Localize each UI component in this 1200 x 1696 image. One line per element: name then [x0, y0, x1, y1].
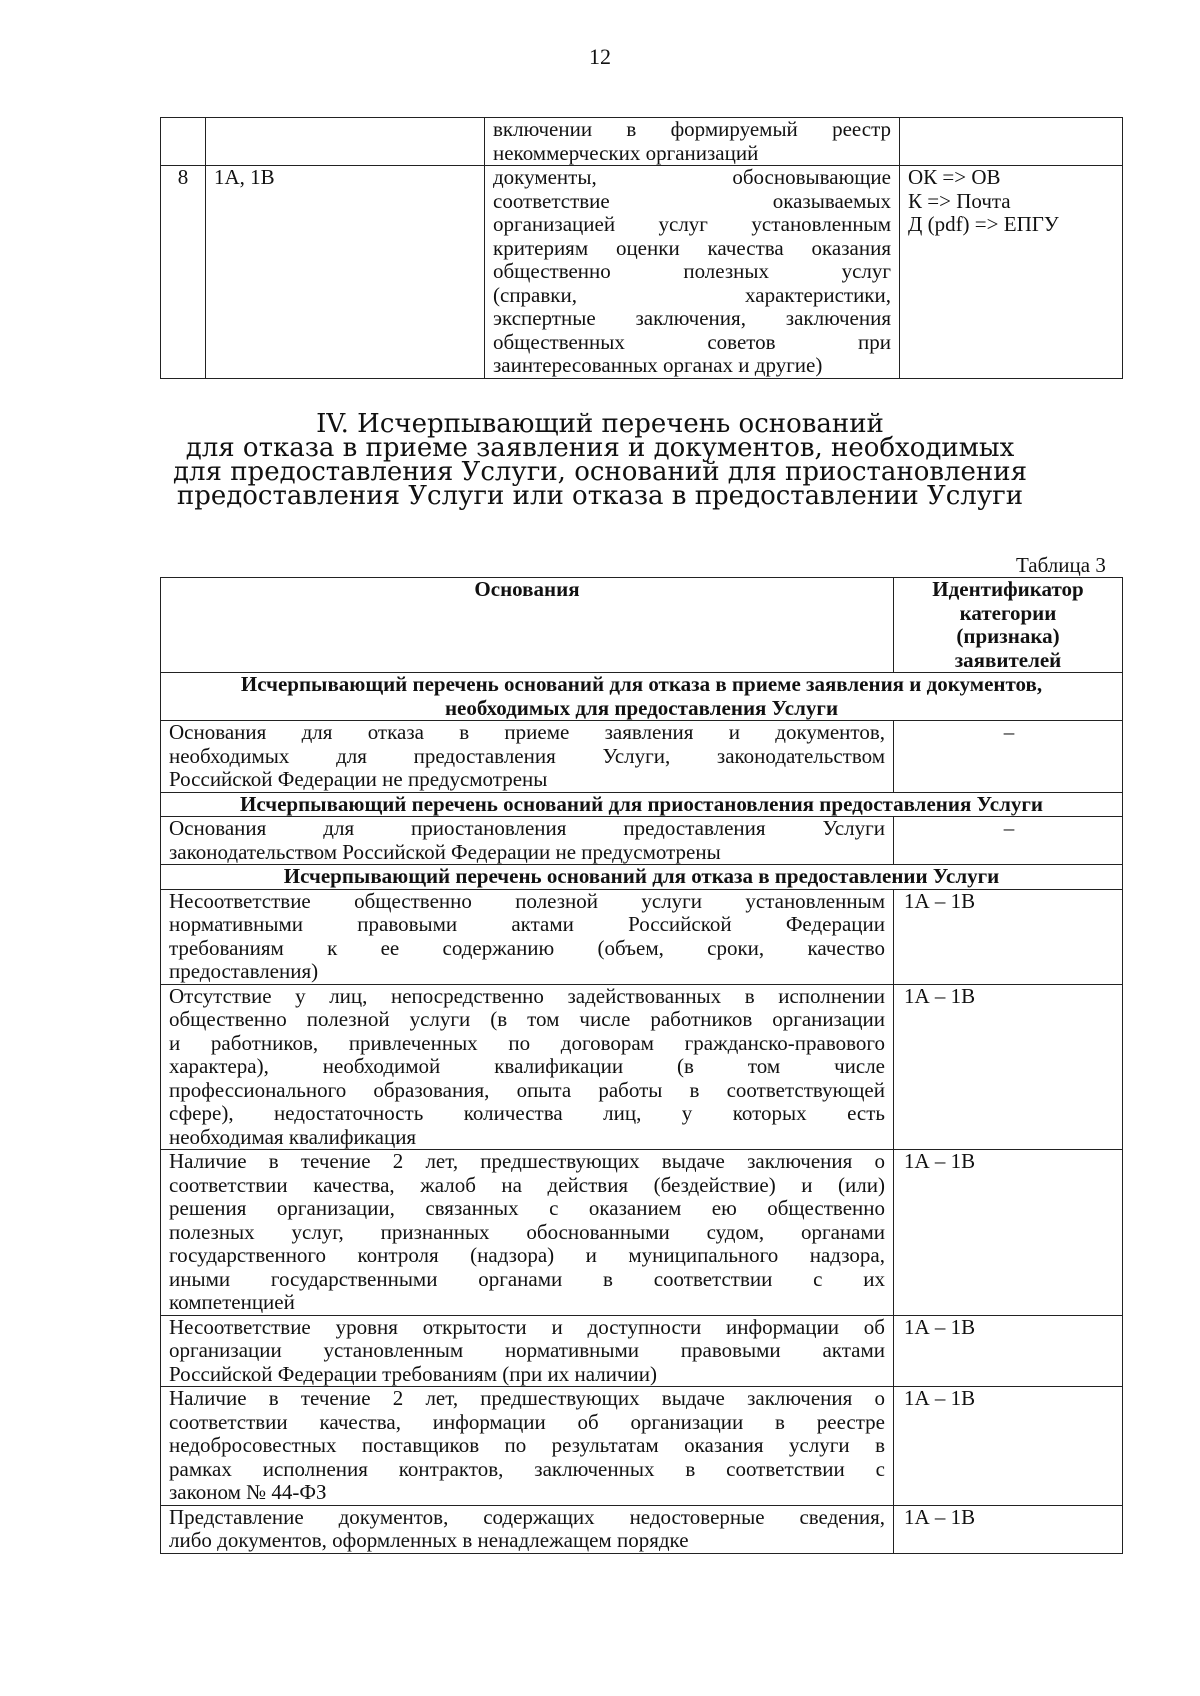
text-line: Наличие в течение 2 лет, предшествующих выдаче заключения о [169, 1386, 885, 1410]
text-line: включении в формируемый реестр [493, 117, 891, 141]
table-caption: Таблица 3 [1016, 553, 1106, 577]
text-line: соответствии качества, информации об организации в реестре [169, 1409, 885, 1434]
text-line: Основания для отказа в приеме заявления и документов, [169, 720, 885, 744]
category-cell: 1А, 1В [206, 166, 485, 379]
group-row [161, 673, 1123, 721]
identifier-cell: 1А – 1В [894, 1150, 1123, 1316]
reason-cell [161, 984, 894, 1150]
table-row [161, 166, 1123, 379]
identifier-cell: – [894, 817, 1123, 865]
identifier-cell: 1А – 1В [894, 1315, 1123, 1387]
text-line: Наличие в течение 2 лет, предшествующих выдаче заключения о [169, 1149, 885, 1173]
group-heading-refusal-service: Исчерпывающий перечень оснований для отказа в предоставлении Услуги [161, 865, 1123, 890]
method-cell [900, 166, 1123, 379]
group-line: Исчерпывающий перечень оснований для отказа в приеме заявления и документов, [240, 672, 1043, 696]
identifier-cell: 1А – 1В [894, 889, 1123, 984]
text-line: рамках исполнения контрактов, заключенных в соответствии с [169, 1456, 885, 1481]
reason-cell [161, 889, 894, 984]
identifier-cell: 1А – 1В [894, 984, 1123, 1150]
text-line: государственного контроля (надзора) и муниципального надзора, [169, 1243, 885, 1267]
group-heading-refusal-acceptance [161, 673, 1123, 721]
group-row [161, 792, 1123, 817]
header-identifier [894, 578, 1123, 673]
table-row [161, 817, 1123, 865]
group-heading-suspension: Исчерпывающий перечень оснований для приостановления предоставления Услуги [161, 792, 1123, 817]
text-line: Российской Федерации не предусмотрены [169, 767, 548, 791]
text-line: экспертные заключения, заключения [493, 306, 891, 330]
text-line: либо документов, оформленных в ненадлежащем порядке [169, 1528, 689, 1552]
text-line: (справки, характеристики, [493, 282, 891, 307]
text-line: предоставления) [169, 959, 319, 983]
identifier-cell: 1А – 1В [894, 1505, 1123, 1553]
table-row [161, 1150, 1123, 1316]
text-line: решения организации, связанных с оказанием ею общественно [169, 1196, 885, 1220]
text-line: К => Почта [908, 188, 1011, 213]
text-line: документы, обосновывающие [493, 165, 891, 189]
reason-cell [161, 1315, 894, 1387]
grounds-table [160, 577, 1123, 1554]
reason-cell [161, 1505, 894, 1553]
text-line: Основания для приостановления предоставления Услуги [169, 816, 885, 840]
text-line: Д (pdf) => ЕПГУ [908, 212, 1059, 236]
reason-cell [161, 721, 894, 793]
text-line: организации установленным нормативными правовыми актами [169, 1338, 885, 1362]
text-line: общественно полезной услуги (в том числе работников организации [169, 1007, 885, 1031]
text-line: профессионального образования, опыта работы в соответствующей [169, 1077, 885, 1102]
text-line: сфере), недостаточность количества лиц, у которых есть [169, 1101, 885, 1125]
text-line: необходимых для предоставления Услуги, законодательством [169, 743, 885, 768]
text-line: некоммерческих организаций [493, 140, 759, 165]
section-heading [0, 409, 1200, 511]
text-line: компетенцией [169, 1290, 295, 1314]
method-cell [900, 118, 1123, 166]
identifier-cell: 1А – 1В [894, 1387, 1123, 1506]
text-line: соответствии качества, жалоб на действия (бездействие) и (или) [169, 1172, 885, 1197]
header-line: Идентификатор [932, 577, 1084, 601]
text-line: организацией услуг установленным [493, 212, 891, 236]
reason-cell [161, 1387, 894, 1506]
category-cell [206, 118, 485, 166]
heading-line: предоставления Услуги или отказа в предоставлении Услуги [176, 481, 1024, 511]
document-cell [485, 118, 900, 166]
header-line: категории [959, 600, 1057, 625]
text-line: иными государственными органами в соответствии с их [169, 1266, 885, 1291]
documents-table-continuation [160, 117, 1123, 379]
group-row [161, 865, 1123, 890]
row-number-cell [161, 118, 206, 166]
text-line: нормативными правовыми актами Российской Федерации [169, 912, 885, 936]
text-line: соответствие оказываемых [493, 188, 891, 213]
group-line: необходимых для предоставления Услуги [444, 695, 839, 720]
text-line: общественных советов при [493, 329, 891, 354]
text-line: законодательством Российской Федерации не предусмотрены [169, 839, 721, 864]
text-line: Представление документов, содержащих недостоверные сведения, [169, 1504, 885, 1529]
table-row [161, 1315, 1123, 1387]
text-line: Российской Федерации требованиям (при их наличии) [169, 1361, 657, 1386]
document-cell [485, 166, 900, 379]
reason-cell [161, 817, 894, 865]
text-line: критериям оценки качества оказания [493, 235, 891, 260]
table-row [161, 984, 1123, 1150]
table-row [161, 889, 1123, 984]
header-grounds: Основания [161, 578, 894, 673]
text-line: требованиям к ее содержанию (объем, сроки, качество [169, 935, 885, 960]
table-row [161, 1505, 1123, 1553]
header-line: заявителей [954, 647, 1062, 672]
table-row [161, 1387, 1123, 1506]
header-line: (признака) [956, 624, 1060, 648]
identifier-cell: – [894, 721, 1123, 793]
text-line: ОК => ОВ [908, 165, 1001, 189]
text-line: полезных услуг, признанных обоснованными судом, органами [169, 1219, 885, 1244]
text-line: законом № 44-ФЗ [169, 1480, 327, 1504]
text-line: необходимая квалификация [169, 1124, 417, 1149]
row-number-cell: 8 [161, 166, 206, 379]
text-line: Несоответствие общественно полезной услуги установленным [169, 888, 885, 913]
reason-cell [161, 1150, 894, 1316]
heading-line: IV. Исчерпывающий перечень оснований [316, 409, 884, 439]
text-line: характера), необходимой квалификации (в том числе [169, 1054, 885, 1078]
table-row [161, 721, 1123, 793]
page-number: 12 [589, 44, 611, 69]
text-line: и работников, привлеченных по договорам гражданско-правового [169, 1030, 885, 1055]
heading-line: для отказа в приеме заявления и документов, необходимых [185, 433, 1015, 463]
text-line: недобросовестных поставщиков по результатам оказания услуги в [169, 1433, 885, 1457]
text-line: общественно полезных услуг [493, 259, 891, 283]
table-row [161, 118, 1123, 166]
text-line: Отсутствие у лиц, непосредственно задействованных в исполнении [169, 983, 885, 1008]
text-line: заинтересованных органах и другие) [493, 353, 823, 377]
heading-line: для предоставления Услуги, оснований для приостановления [173, 457, 1027, 487]
table-header-row [161, 578, 1123, 673]
text-line: Несоответствие уровня открытости и доступности информации об [169, 1314, 885, 1339]
